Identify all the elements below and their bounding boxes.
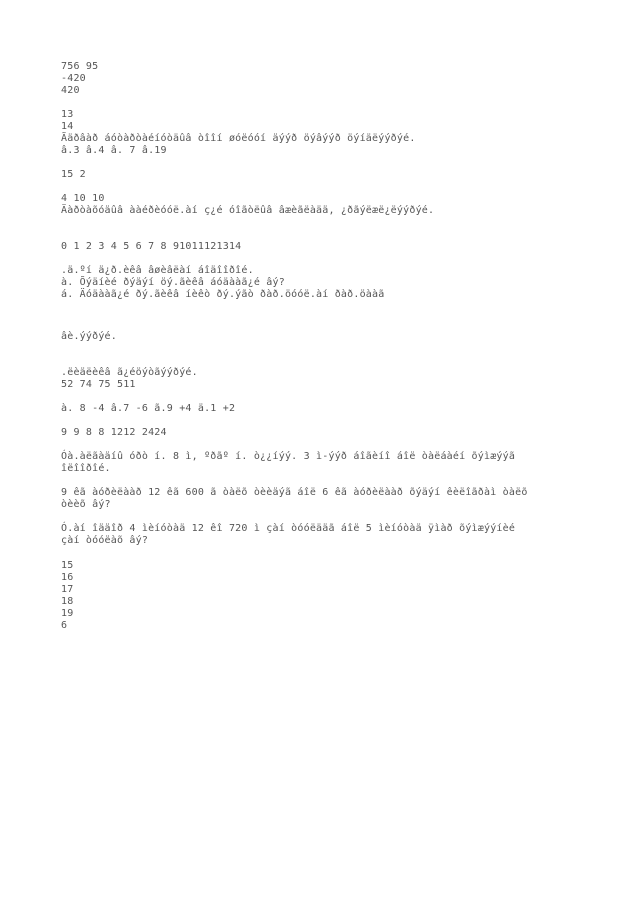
text-line: 15 2 — [61, 169, 86, 180]
text-line: à. Õýäíèé ðýäýí öý.ãèêâ áóäààã¿é âý? — [61, 277, 285, 288]
text-line: çàí òóóëàõ âý? — [61, 535, 149, 546]
text-line: 9 9 8 8 1212 2424 — [61, 427, 167, 438]
text-line: .ä.ºí ä¿ð.èêâ âøèâëàí áîäîîðîé. — [61, 265, 254, 276]
text-line: -420 — [61, 73, 86, 84]
text-line: 15 — [61, 560, 74, 571]
text-line: Óà.àëãàäíû óðò í. 8 ì, ºðãº í. ò¿¿íýý. 3 ì-ýýð áîãèíî áîë òàëáàéí õýìæýýã — [61, 451, 516, 462]
text-line: 19 — [61, 608, 74, 619]
text-line: Ó.àí îääîð 4 ìèíóòàä 12 êî 720 ì çàí òóóëääã áîë 5 ìèíóòàä ÿìàð õýìæýýíèé — [61, 523, 516, 534]
text-line: 18 — [61, 596, 74, 607]
text-line: 17 — [61, 584, 74, 595]
text-line: 6 — [61, 620, 68, 631]
text-line: Ãäðâàð áóòàðòàéíóòäûâ òîîí øóëóóí äýýð öýâýýð öýíäëýýðýé. — [61, 133, 416, 144]
text-line: 14 — [61, 121, 74, 132]
text-line: 0 1 2 3 4 5 6 7 8 91011121314 — [61, 241, 242, 252]
text-line: 52 74 75 511 — [61, 379, 136, 390]
text-line: á. Äóäààã¿é ðý.ãèêâ íèêò ðý.ýãò ðàð.öóóë.àí ðàð.öààã — [61, 289, 385, 300]
text-line: 420 — [61, 85, 80, 96]
text-line: òèèõ âý? — [61, 499, 111, 510]
text-line: 16 — [61, 572, 74, 583]
text-line: âè.ýýðýé. — [61, 331, 117, 342]
text-line: à. 8 -4 â.7 -6 ã.9 +4 ä.1 +2 — [61, 403, 236, 414]
text-line: 756 95 — [61, 61, 99, 72]
text-line: 4 10 10 — [61, 193, 105, 204]
text-line: .ëèäëèêâ ã¿éöýòãýýðýé. — [61, 367, 198, 378]
text-line: îëîîðîé. — [61, 463, 111, 474]
text-line: 13 — [61, 109, 74, 120]
text-line: â.3 â.4 â. 7 â.19 — [61, 145, 167, 156]
text-line: Äàðòàõóäûâ ààéðèóóë.àí ç¿é óîãòëûâ âæèãëàää, ¿ðãýëæë¿ëýýðýé. — [61, 205, 435, 216]
text-line: 9 êã àóðèëààð 12 êã 600 ã òàëõ òèèäýã áîë 6 êã àóðèëààð õýäýí êèëîãðàì òàëõ — [61, 487, 528, 498]
